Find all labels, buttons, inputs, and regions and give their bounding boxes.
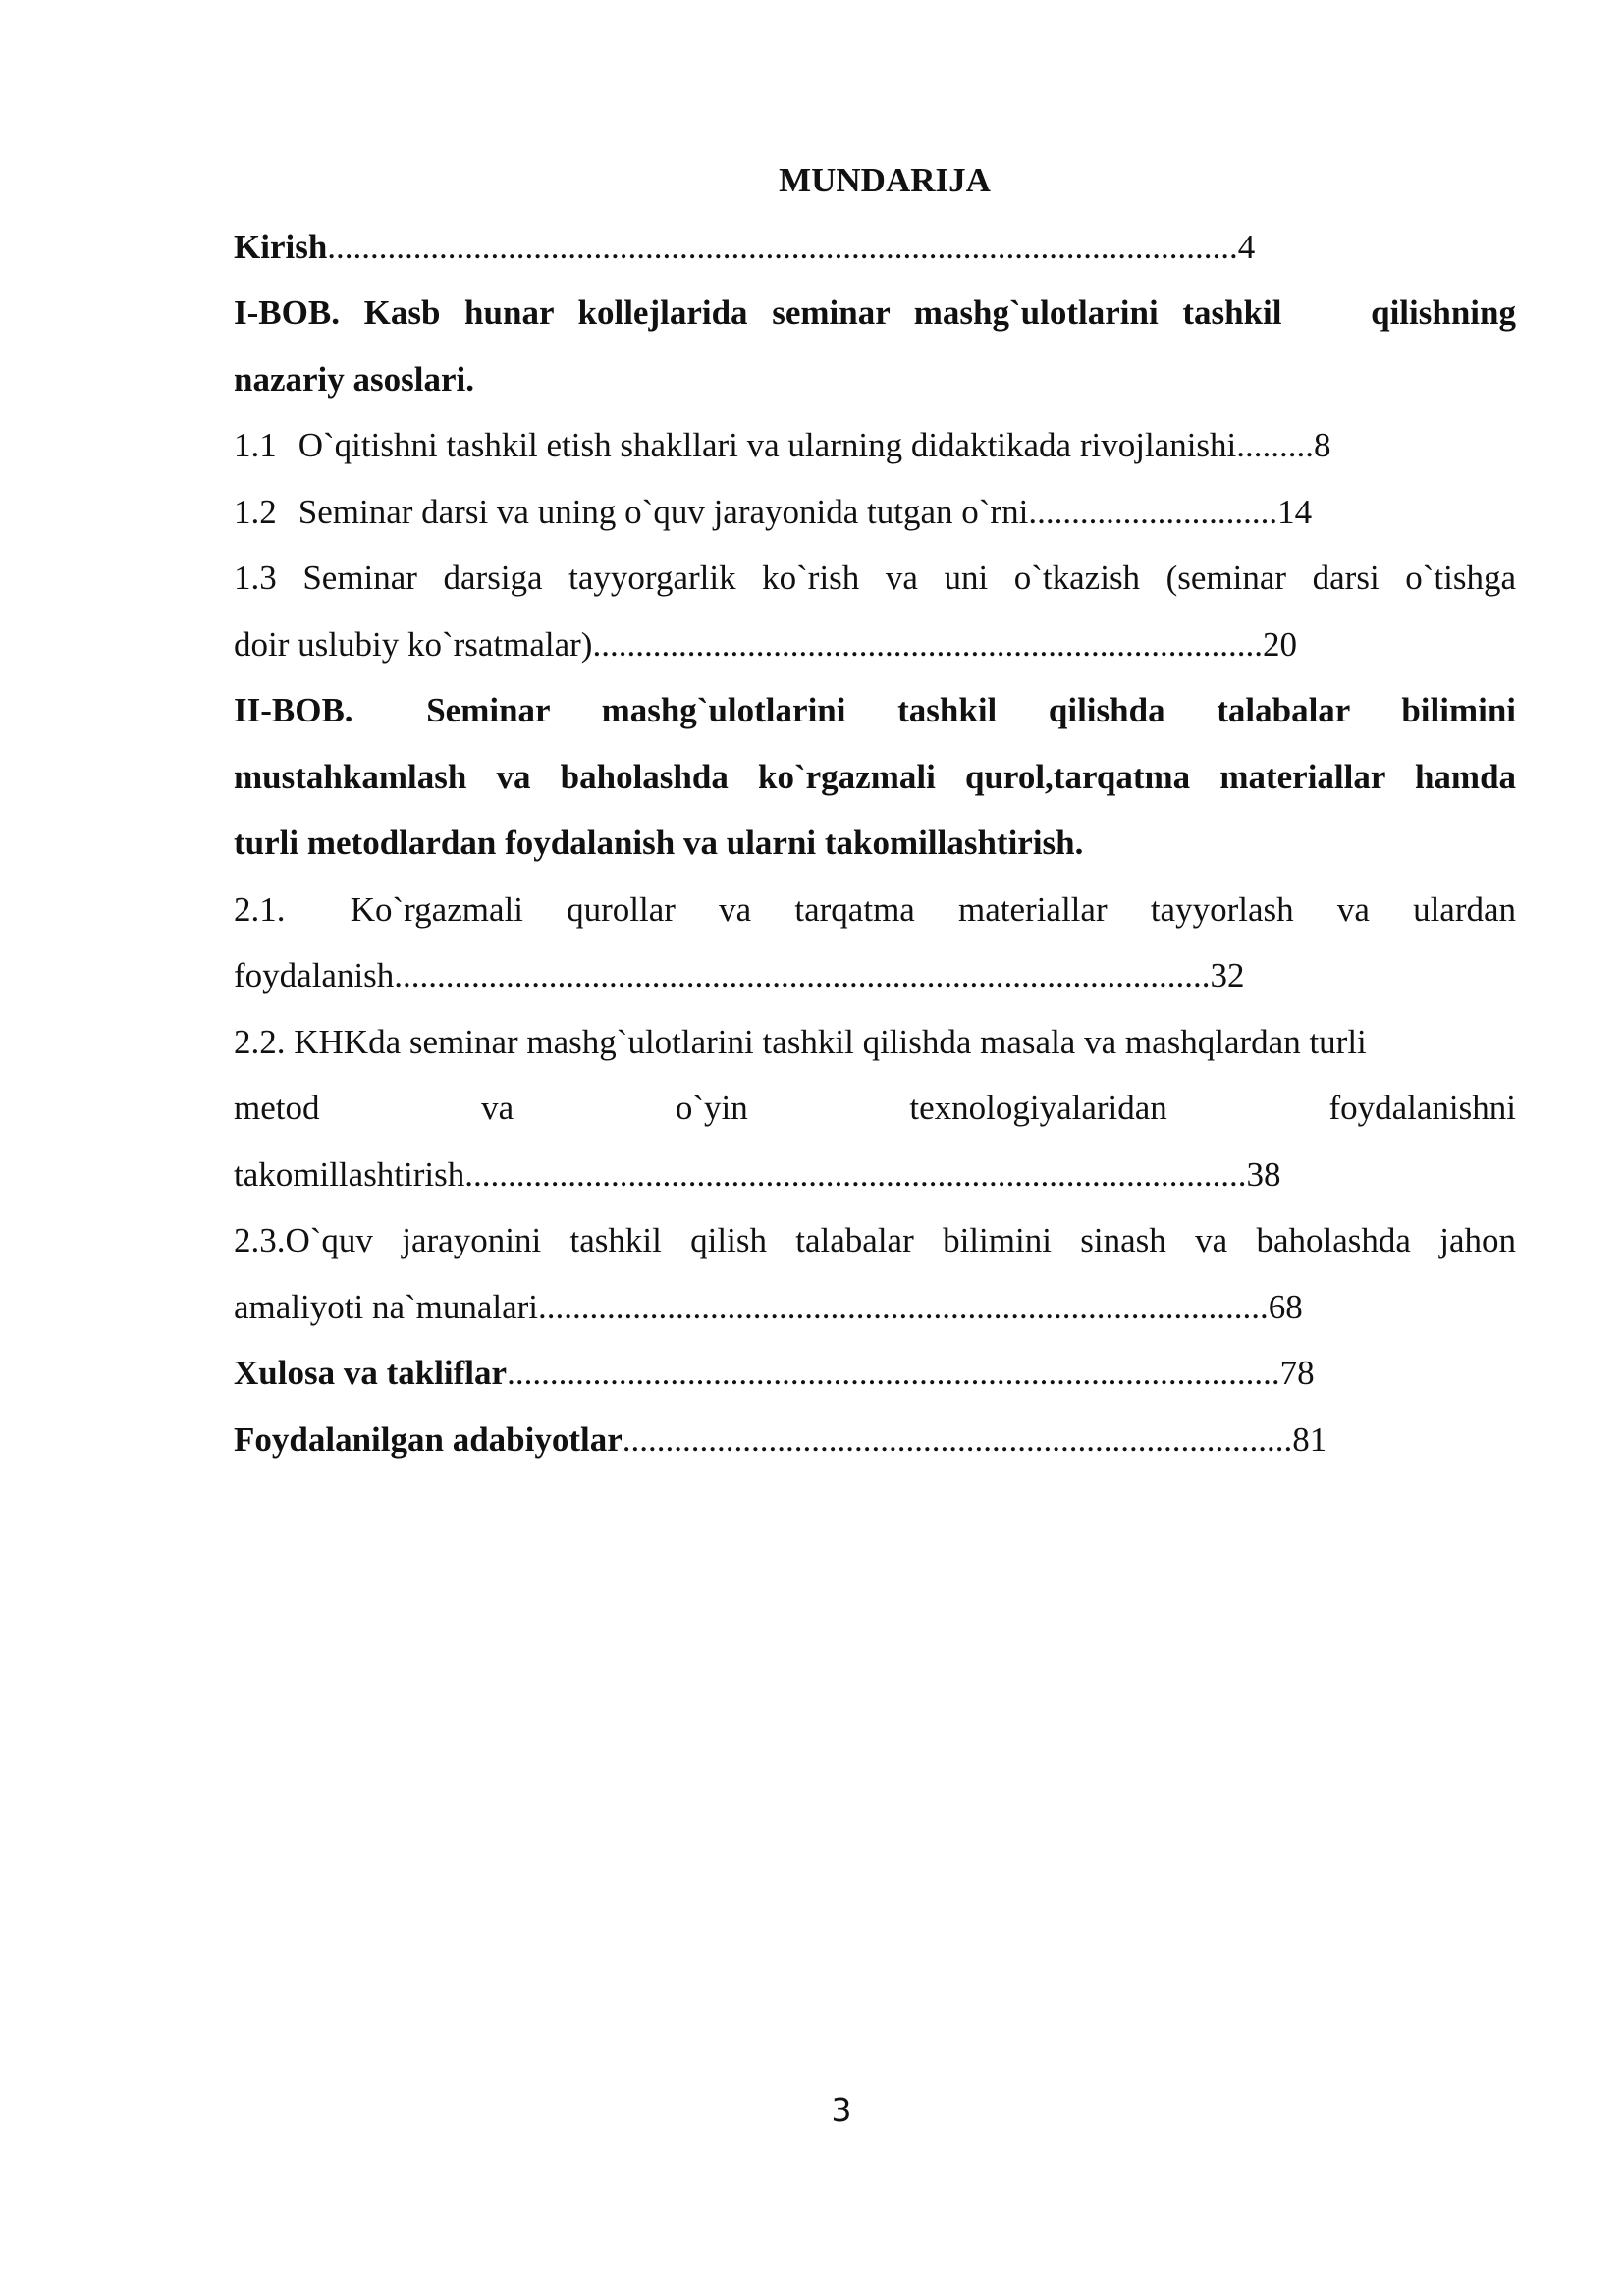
toc-word: darsi: [1312, 559, 1380, 597]
toc-leader-dots: .........: [1236, 426, 1315, 464]
toc-word: talabalar: [1217, 691, 1350, 729]
toc-entry-kirish[interactable]: [234, 214, 1516, 281]
toc-section-number: 1.2: [234, 492, 277, 531]
toc-word: 2.1.: [234, 889, 286, 929]
toc-chapter-1-heading-cont[interactable]: [234, 347, 1516, 413]
toc-chapter-2-heading[interactable]: [234, 677, 1516, 744]
toc-entry-label: Xulosa va takliflar: [234, 1354, 508, 1392]
page-number: 3: [831, 2091, 852, 2129]
toc-word: tashkil: [897, 691, 998, 729]
toc-page-number: 32: [1210, 956, 1245, 994]
toc-entry-1-3[interactable]: [234, 545, 1516, 612]
toc-word: kollejlarida: [577, 294, 748, 332]
toc-leader-dots: ..............................................................................: [592, 624, 1263, 664]
toc-entry-label: amaliyoti na`munalari: [234, 1287, 539, 1326]
toc-entry-2-1-cont[interactable]: [234, 942, 1516, 1009]
toc-text: nazariy asoslari.: [234, 359, 474, 399]
toc-leader-dots: ..............................................................................: [622, 1419, 1293, 1459]
toc-word: tarqatma: [794, 889, 915, 929]
toc-word: jahon: [1439, 1221, 1516, 1259]
toc-word: materiallar: [958, 889, 1108, 929]
toc-word: qilishning: [1371, 294, 1516, 332]
toc-entry-xulosa[interactable]: [234, 1340, 1516, 1407]
toc-word: baholashda: [560, 757, 729, 796]
toc-word: mashg`ulotlarini: [913, 294, 1159, 332]
toc-entry-2-2-end[interactable]: [234, 1142, 1516, 1208]
toc-word: foydalanishni: [1328, 1089, 1516, 1127]
toc-word: ulardan: [1413, 889, 1516, 929]
toc-entry-2-1[interactable]: [234, 877, 1516, 943]
toc-leader-dots: ..........................................................................................................: [327, 227, 1238, 266]
toc-page-number: 68: [1268, 1287, 1303, 1326]
toc-word: tashkil: [569, 1221, 662, 1259]
toc-chapter-2-heading-end[interactable]: [234, 810, 1516, 877]
toc-word: va: [1336, 889, 1370, 929]
toc-word: tashkil: [1182, 294, 1282, 332]
toc-word: Seminar: [302, 559, 417, 597]
toc-entry-1-2[interactable]: [234, 479, 1516, 546]
toc-leader-dots: .....................................................................................: [538, 1287, 1269, 1326]
toc-word: 2.3.O`quv: [234, 1221, 373, 1259]
toc-word: va: [481, 1089, 514, 1127]
page-title: MUNDARIJA: [779, 161, 991, 199]
toc-word: darsiga: [443, 559, 543, 597]
toc-word: seminar: [772, 294, 891, 332]
document-page: [234, 147, 1516, 1472]
toc-word: II-BOB.: [234, 691, 353, 729]
toc-word: hamda: [1414, 757, 1516, 796]
toc-entry-label: doir uslubiy ko`rsatmalar): [234, 624, 593, 664]
toc-word: metod: [234, 1089, 320, 1127]
toc-word: ko`rish: [762, 559, 860, 597]
toc-word: qurol,tarqatma: [965, 757, 1191, 796]
toc-word: (seminar: [1165, 559, 1287, 597]
toc-word: va: [719, 889, 752, 929]
toc-entry-1-3-cont[interactable]: [234, 612, 1516, 678]
toc-word: qurollar: [567, 889, 676, 929]
toc-word: bilimini: [943, 1221, 1052, 1259]
toc-entry-1-1[interactable]: [234, 412, 1516, 479]
toc-page-number: 14: [1277, 492, 1313, 531]
toc-page-number: 78: [1279, 1354, 1315, 1392]
toc-word: mashg`ulotlarini: [601, 691, 846, 729]
toc-page-number: 4: [1237, 227, 1256, 266]
toc-entry-2-3[interactable]: [234, 1207, 1516, 1274]
toc-chapter-1-heading[interactable]: [234, 280, 1516, 347]
toc-entry-2-3-cont[interactable]: [234, 1274, 1516, 1341]
toc-section-number: 1.1: [234, 426, 277, 464]
toc-word: qilishda: [1048, 691, 1165, 729]
toc-word: tayyorlash: [1150, 889, 1294, 929]
toc-word: o`yin: [675, 1089, 748, 1127]
toc-word: hunar: [464, 294, 554, 332]
toc-entry-label: takomillashtirish: [234, 1154, 465, 1194]
toc-word: bilimini: [1401, 691, 1516, 729]
toc-text: turli metodlardan foydalanish va ularni takomillashtirish.: [234, 824, 1084, 862]
toc-entry-2-2-cont[interactable]: [234, 1075, 1516, 1142]
toc-word: Seminar: [426, 691, 550, 729]
toc-entry-label: Seminar darsi va uning o`quv jarayonida tutgan o`rni: [298, 492, 1029, 531]
toc-word: baholashda: [1256, 1221, 1411, 1259]
toc-entry-adabiyotlar[interactable]: [234, 1407, 1516, 1473]
toc-word: ko`rgazmali: [758, 757, 936, 796]
toc-leader-dots: .............................: [1028, 492, 1278, 531]
toc-entry-label: 2.2. KHKda seminar mashg`ulotlarini tashkil qilishda masala va mashqlardan turli: [234, 1022, 1367, 1061]
toc-word: 1.3: [234, 559, 277, 597]
toc-entry-label: O`qitishni tashkil etish shakllari va ularning didaktikada rivojlanishi: [298, 426, 1237, 464]
toc-leader-dots: ...............................................................................................: [394, 956, 1211, 994]
toc-word: I-BOB.: [234, 294, 340, 332]
toc-leader-dots: ...........................................................................................: [464, 1154, 1247, 1194]
toc-entry-2-2[interactable]: [234, 1009, 1516, 1076]
toc-page-number: 8: [1314, 426, 1331, 464]
toc-word: tayyorgarlik: [568, 559, 736, 597]
toc-word: jarayonini: [402, 1221, 542, 1259]
toc-word: mustahkamlash: [234, 757, 467, 796]
toc-word: materiallar: [1219, 757, 1385, 796]
toc-entry-label: foydalanish: [234, 956, 395, 994]
toc-page-number: 38: [1246, 1154, 1281, 1194]
toc-word: va: [885, 559, 918, 597]
toc-word: talabalar: [795, 1221, 914, 1259]
toc-word: o`tishga: [1405, 559, 1516, 597]
toc-leader-dots: ..........................................................................................: [507, 1354, 1280, 1392]
toc-entry-label: Kirish: [234, 227, 328, 266]
toc-word: va: [496, 757, 531, 796]
toc-word: sinash: [1080, 1221, 1166, 1259]
toc-page-number: 81: [1292, 1419, 1327, 1459]
toc-chapter-2-heading-cont[interactable]: [234, 744, 1516, 811]
toc-word: uni: [944, 559, 989, 597]
toc-entry-label: Foydalanilgan adabiyotlar: [234, 1419, 623, 1459]
toc-word: Kasb: [363, 294, 441, 332]
toc-word: texnologiyalaridan: [909, 1089, 1167, 1127]
toc-word: o`tkazish: [1013, 559, 1141, 597]
toc-word: va: [1195, 1221, 1228, 1259]
toc-page-number: 20: [1262, 624, 1297, 664]
toc-word: Ko`rgazmali: [350, 889, 523, 929]
toc-word: qilish: [690, 1221, 767, 1259]
